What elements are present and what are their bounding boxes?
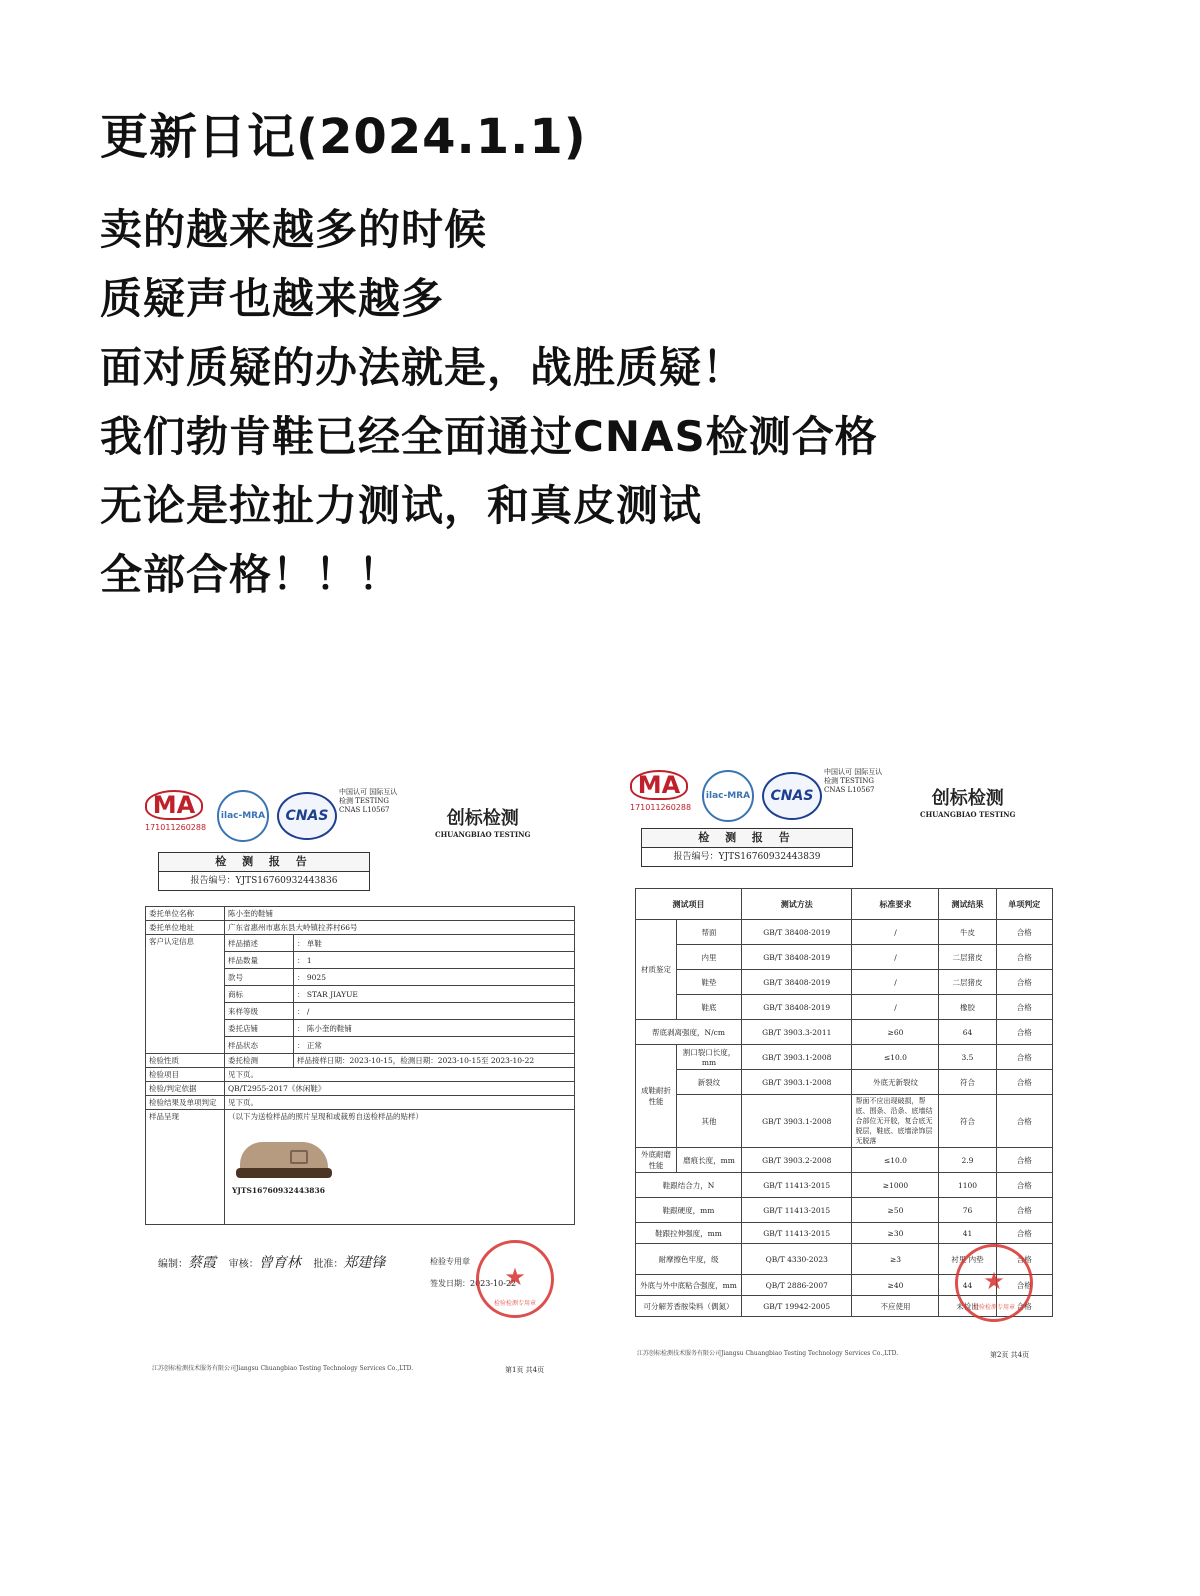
- cell-req: /: [852, 995, 939, 1020]
- cell-method: GB/T 3903.1-2008: [742, 1095, 852, 1148]
- column-header: 测试项目: [636, 889, 742, 920]
- ma-number: 171011260288: [630, 803, 692, 812]
- shoe-photo: [232, 1136, 342, 1186]
- cell-item: 割口裂口长度，mm: [677, 1045, 742, 1070]
- cnas-logo: CNAS: [762, 772, 822, 820]
- star-icon: ★: [504, 1263, 526, 1291]
- cell-value: 见下页。: [225, 1068, 575, 1082]
- cnas-text: 中国认可 国际互认 检测 TESTING CNAS L10567: [824, 768, 883, 794]
- cell-result: 二层猪皮: [939, 945, 996, 970]
- cell-req: ≥3: [852, 1244, 939, 1275]
- cell-item: 帮面: [677, 920, 742, 945]
- report-footer: 江苏创标检测技术服务有限公司Jiangsu Chuangbiao Testing Technology Services Co.,LTD.: [637, 1350, 899, 1357]
- cell-method: GB/T 38408-2019: [742, 970, 852, 995]
- cell-text: 9025: [306, 972, 326, 982]
- cell-label: 检验性质: [146, 1054, 225, 1068]
- table-row: [636, 1020, 1053, 1045]
- table-row: [146, 1068, 575, 1082]
- report-number: 报告编号：YJTS16760932443836: [190, 876, 338, 886]
- cell-label: 检验项目: [146, 1068, 225, 1082]
- report-header-box: [641, 828, 853, 867]
- cell-text: 1: [306, 955, 312, 965]
- cell-verdict: 合格: [996, 1045, 1053, 1070]
- cell-req: ≤10.0: [852, 1045, 939, 1070]
- ma-mark: MA: [630, 770, 688, 800]
- cell-value: ： /: [294, 1003, 575, 1020]
- cell-verdict: 合格: [996, 1223, 1053, 1244]
- cell-label: 样品数量: [225, 952, 294, 969]
- brand-logo: [920, 784, 1016, 819]
- report-number: 报告编号：YJTS16760932443839: [673, 852, 821, 862]
- page-title: 更新日记(2024.1.1): [100, 109, 587, 165]
- brand-logo: [435, 804, 531, 839]
- table-row: [636, 1173, 1053, 1198]
- sample-photo-cell: [225, 1110, 575, 1225]
- cell-item: 鞋跟拉伸强度，mm: [636, 1223, 742, 1244]
- cell-label: 样品描述: [225, 935, 294, 952]
- table-row: [146, 1096, 575, 1110]
- announcement-line: 质疑声也越来越多: [100, 274, 445, 323]
- cell-verdict: 合格: [996, 1198, 1053, 1223]
- cell-verdict: 合格: [996, 1020, 1053, 1045]
- table-row: [146, 1054, 575, 1068]
- cell-result: 1100: [939, 1173, 996, 1198]
- cell-text: /: [306, 1006, 310, 1016]
- table-row: [636, 945, 1053, 970]
- cell-req: 外底无新裂纹: [852, 1070, 939, 1095]
- signature-block: [158, 1252, 385, 1272]
- ma-logo: [145, 790, 207, 832]
- signature: 蔡霞: [188, 1255, 216, 1271]
- brand-en: CHUANGBIAO TESTING: [920, 810, 1016, 819]
- cell-item: 帮底剥离强度，N/cm: [636, 1020, 742, 1045]
- cell-label: 样品状态: [225, 1037, 294, 1054]
- cell-value: ： 正常: [294, 1037, 575, 1054]
- report-logos: [145, 790, 575, 850]
- cell-item: 可分解芳香胺染料（偶氮）: [636, 1296, 742, 1317]
- table-row: [636, 920, 1053, 945]
- cell-result: 76: [939, 1198, 996, 1223]
- page-number: 第1页 共4页: [505, 1366, 545, 1374]
- cell-req: ≥60: [852, 1020, 939, 1045]
- cell-req: /: [852, 945, 939, 970]
- table-row: [146, 921, 575, 935]
- client-info-table: [145, 906, 575, 1225]
- cell-result: 2.9: [939, 1148, 996, 1173]
- cell-req: ≥50: [852, 1198, 939, 1223]
- cell-req: 不应使用: [852, 1296, 939, 1317]
- cell-value: 陈小奎的鞋铺: [225, 907, 575, 921]
- cell-item: 鞋垫: [677, 970, 742, 995]
- cell-method: GB/T 19942-2005: [742, 1296, 852, 1317]
- cell-method: GB/T 11413-2015: [742, 1223, 852, 1244]
- seal-label: 检验专用章: [430, 1257, 470, 1266]
- announcement-lines: [100, 200, 878, 614]
- cell-text: 正常: [306, 1040, 322, 1050]
- ma-number: 171011260288: [145, 823, 207, 832]
- cell-method: GB/T 3903.1-2008: [742, 1070, 852, 1095]
- cell-result: 二层猪皮: [939, 970, 996, 995]
- announcement-line: 卖的越来越多的时候: [100, 205, 488, 254]
- cell-method: QB/T 4330-2023: [742, 1244, 852, 1275]
- table-row: [636, 1095, 1053, 1148]
- table-row: [636, 1223, 1053, 1244]
- cell-result: 牛皮: [939, 920, 996, 945]
- cell-result: 符合: [939, 1095, 996, 1148]
- cell-method: GB/T 11413-2015: [742, 1173, 852, 1198]
- cell-label: 检验/判定依据: [146, 1082, 225, 1096]
- cell-method: GB/T 3903.1-2008: [742, 1045, 852, 1070]
- photo-note: （以下为送检样品的照片呈现和或裁剪自送检样品的贴样）: [228, 1112, 423, 1121]
- column-header: 标准要求: [852, 889, 939, 920]
- cell-req: ≤10.0: [852, 1148, 939, 1173]
- cell-label: 检验结果及单项判定: [146, 1096, 225, 1110]
- table-row: [146, 1082, 575, 1096]
- cell-label: 来样等级: [225, 1003, 294, 1020]
- ilac-mra-logo: ilac-MRA: [217, 790, 269, 842]
- cell-result: 衬里 内垫: [939, 1244, 996, 1275]
- cell-label: 委托店铺: [225, 1020, 294, 1037]
- cell-value: QB/T2955-2017《休闲鞋》: [225, 1082, 575, 1096]
- cell-label: 样品呈现: [146, 1110, 225, 1225]
- cell-result: 3.5: [939, 1045, 996, 1070]
- cell-verdict: 合格: [996, 920, 1053, 945]
- cnas-logo: CNAS: [277, 792, 337, 840]
- cell-verdict: 合格: [996, 1070, 1053, 1095]
- seal-text: 检验检测专用章: [972, 1304, 1015, 1311]
- cell-item: 耐摩擦色牢度，级: [636, 1244, 742, 1275]
- cell-item: 鞋跟结合力，N: [636, 1173, 742, 1198]
- cell-value: ： 9025: [294, 969, 575, 986]
- cell-result: 橡胶: [939, 995, 996, 1020]
- cell-text: 单鞋: [306, 938, 322, 948]
- seal-text: 检验检测专用章: [493, 1300, 536, 1307]
- table-row: [636, 1070, 1053, 1095]
- cell-verdict: 合格: [996, 970, 1053, 995]
- brand-cn: 创标检测: [931, 788, 1004, 809]
- cell-value: 广东省惠州市惠东县大岭镇拉荞村66号: [225, 921, 575, 935]
- cell-req: ≥30: [852, 1223, 939, 1244]
- announcement-line: 全部合格！！！: [100, 550, 402, 599]
- cell-result: 44: [939, 1275, 996, 1296]
- sign-label: 审核：: [228, 1259, 259, 1270]
- report-footer: 江苏创标检测技术服务有限公司Jiangsu Chuangbiao Testing Technology Services Co.,LTD.: [152, 1365, 414, 1372]
- signature: 郑建锋: [343, 1255, 386, 1271]
- cell-text: 陈小奎的鞋铺: [306, 1023, 352, 1033]
- cell-method: GB/T 3903.3-2011: [742, 1020, 852, 1045]
- column-header: 测试结果: [939, 889, 996, 920]
- ilac-mra-logo: ilac-MRA: [702, 770, 754, 822]
- report-header-box: [158, 852, 370, 891]
- column-header: 测试方法: [742, 889, 852, 920]
- cell-item: 其他: [677, 1095, 742, 1148]
- cell-item: 新裂纹: [677, 1070, 742, 1095]
- cell-result: 未检出: [939, 1296, 996, 1317]
- table-header-row: [636, 889, 1053, 920]
- cell-item: 鞋跟硬度，mm: [636, 1198, 742, 1223]
- sign-date: 签发日期：2023-10-22: [430, 1279, 517, 1288]
- cell-label: 商标: [225, 986, 294, 1003]
- signature: 曾育林: [258, 1255, 301, 1271]
- cell-label: 委托单位地址: [146, 921, 225, 935]
- cell-item: 内里: [677, 945, 742, 970]
- announcement-line: 面对质疑的办法就是，战胜质疑！: [100, 343, 746, 392]
- cell-label: 委托单位名称: [146, 907, 225, 921]
- announcement-line: 无论是拉扯力测试，和真皮测试: [100, 481, 703, 530]
- sign-label: 批准：: [313, 1259, 344, 1270]
- cell-req: /: [852, 920, 939, 945]
- sign-label: 编制：: [158, 1259, 188, 1270]
- column-header: 单项判定: [996, 889, 1053, 920]
- table-row: [636, 970, 1053, 995]
- official-seal: [955, 1244, 1033, 1322]
- report-heading: 检 测 报 告: [159, 853, 369, 872]
- cell-method: GB/T 38408-2019: [742, 995, 852, 1020]
- brand-cn: 创标检测: [446, 808, 519, 829]
- cell-verdict: 合格: [996, 945, 1053, 970]
- table-row: [636, 995, 1053, 1020]
- cell-item: 鞋底: [677, 995, 742, 1020]
- cell-value: 见下页。: [225, 1096, 575, 1110]
- table-row: [146, 935, 575, 952]
- cell-text: STAR JIAYUE: [306, 989, 358, 999]
- test-report-page-2: [625, 760, 1065, 1390]
- cnas-text: 中国认可 国际互认 检测 TESTING CNAS L10567: [339, 788, 398, 814]
- announcement-line: 我们勃肯鞋已经全面通过CNAS检测合格: [100, 412, 878, 461]
- cell-method: GB/T 38408-2019: [742, 945, 852, 970]
- cell-verdict: 合格: [996, 1148, 1053, 1173]
- cell-method: GB/T 3903.2-2008: [742, 1148, 852, 1173]
- cell-label: 款号: [225, 969, 294, 986]
- cell-verdict: 合格: [996, 995, 1053, 1020]
- cell-verdict: 合格: [996, 1095, 1053, 1148]
- cell-value: 委托检测: [225, 1054, 294, 1068]
- photo-id: YJTS16760932443836: [232, 1186, 325, 1195]
- official-seal: [476, 1240, 554, 1318]
- test-report-page-1: [140, 780, 580, 1410]
- cell-result: 41: [939, 1223, 996, 1244]
- table-row: [636, 1198, 1053, 1223]
- cell-req: ≥1000: [852, 1173, 939, 1198]
- cell-result: 64: [939, 1020, 996, 1045]
- cell-method: QB/T 2886-2007: [742, 1275, 852, 1296]
- table-row: [636, 1148, 1053, 1173]
- cell-method: GB/T 38408-2019: [742, 920, 852, 945]
- cell-verdict: 合格: [996, 1296, 1053, 1317]
- cell-item: 磨痕长度，mm: [677, 1148, 742, 1173]
- cell-req: /: [852, 970, 939, 995]
- group-label: 外底耐磨性能: [636, 1148, 677, 1173]
- cell-label: 客户认定信息: [146, 935, 225, 1054]
- report-heading: 检 测 报 告: [642, 829, 852, 848]
- cell-value: ： STAR JIAYUE: [294, 986, 575, 1003]
- cell-value: 样品接样日期：2023-10-15，检测日期：2023-10-15至 2023-10-22: [294, 1054, 575, 1068]
- ma-logo: [630, 770, 692, 812]
- table-row: [146, 907, 575, 921]
- cell-req: 帮面不应出现破损，帮底、围条、沿条、底墙结合部位无开胶，复合底无脱层，鞋底、底墙涂饰层无脱落: [852, 1095, 939, 1148]
- cell-req: ≥40: [852, 1275, 939, 1296]
- page-number: 第2页 共4页: [990, 1351, 1030, 1359]
- cell-result: 符合: [939, 1070, 996, 1095]
- brand-en: CHUANGBIAO TESTING: [435, 830, 531, 839]
- cell-value: ： 1: [294, 952, 575, 969]
- cell-item: 外底与外中底粘合强度，mm: [636, 1275, 742, 1296]
- cell-value: ： 陈小奎的鞋铺: [294, 1020, 575, 1037]
- table-row: [146, 1110, 575, 1225]
- star-icon: ★: [983, 1267, 1005, 1295]
- cell-verdict: 合格: [996, 1244, 1053, 1275]
- ma-mark: MA: [145, 790, 203, 820]
- group-label: 材质鉴定: [636, 920, 677, 1020]
- cell-method: GB/T 11413-2015: [742, 1198, 852, 1223]
- report-logos: [630, 770, 1060, 830]
- table-row: [636, 1045, 1053, 1070]
- cell-verdict: 合格: [996, 1173, 1053, 1198]
- cell-value: ： 单鞋: [294, 935, 575, 952]
- group-label: 成鞋耐折性能: [636, 1045, 677, 1148]
- cell-verdict: 合格: [996, 1275, 1053, 1296]
